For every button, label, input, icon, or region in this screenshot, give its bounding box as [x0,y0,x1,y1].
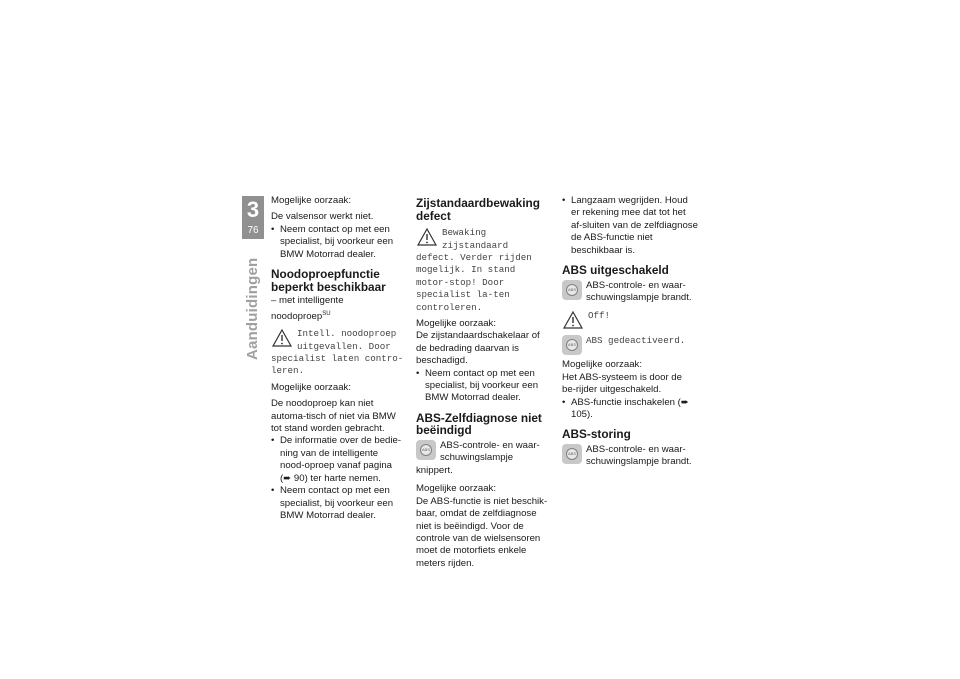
cause-label: Mogelijke oorzaak: [562,359,642,371]
column-1 [271,195,405,522]
warning-message: ABS ABS gedeactiveerd. [562,335,698,355]
chapter-title: Aanduidingen [244,257,261,360]
list-item: • De informatie over de bedie-ning van de intelligente nood-oproep vanaf pagina (➨ 90) ter harte nemen. [271,435,402,484]
lamp-indicator: ABS ABS-controle- en waar-schuwingslampje knippert. [416,440,540,476]
heading-abs-zelfdiagnose: ABS-Zelfdiagnose niet beëindigd [416,410,542,438]
heading-abs-storing: ABS-storing [562,427,631,442]
cause-text: De noodoproep kan niet automa-tisch of niet via BMW tot stand worden gebracht. [271,398,396,435]
abs-lamp-icon: ABS [562,335,582,355]
cause-label: Mogelijke oorzaak: [271,381,351,393]
heading-noodoproep: Noodoproepfunctie beperkt beschikbaar [271,267,386,294]
abs-lamp-icon: ABS [562,280,582,300]
abs-lamp-icon: ABS [416,440,436,460]
heading-zijstandaard: Zijstandaardbewaking defect [416,196,540,223]
cause-text: Het ABS-systeem is door de be-rijder uitgeschakeld. [562,371,682,396]
warning-triangle-icon [562,310,584,330]
cause-label: Mogelijke oorzaak: [416,318,496,330]
page-number: 76 [247,225,259,236]
warning-message: Bewaking zijstandaard defect. Verder rijden mogelijk. In stand motor-stop! Door specialist la-ten controleren. [416,227,532,313]
warning-triangle-icon [416,227,438,247]
list-item: • Neem contact op met een specialist, bij voorkeur een BMW Motorrad dealer. [416,367,539,404]
chapter-number: 3 [246,197,260,222]
cause-label: Mogelijke oorzaak: [416,483,496,495]
heading-abs-uitgeschakeld: ABS uitgeschakeld [562,263,669,278]
cause-text: De valsensor werkt niet. [271,211,374,223]
column-3 [562,195,698,475]
warning-message: Off! [562,310,698,330]
abs-lamp-icon: ABS [562,444,582,464]
column-2 [416,197,552,570]
list-item: • Langzaam wegrijden. Houd er rekening mee dat tot het af-sluiten van de zelfdiagnose de ABS-functie niet beschikbaar is. [562,195,698,256]
lamp-indicator: ABS ABS-controle- en waar-schuwingslampje brandt. [562,280,698,305]
cause-label: Mogelijke oorzaak: [271,195,351,206]
list-item: • ABS-functie inschakelen (➨ 105). [562,396,689,421]
warning-triangle-icon [271,328,293,348]
subheading-noodoproep: – met intelligente noodoproep$^{SU}$ [271,295,344,322]
lamp-indicator: ABS ABS-controle- en waar-schuwingslampje brandt. [562,444,698,469]
list-item: • Neem contact op met een specialist, bij voorkeur een BMW Motorrad dealer. [271,223,394,260]
cause-text: De ABS-functie is niet beschik-baar, omdat de zelfdiagnose niet is beëindigd. Voor de controle van de wielsensoren moet de motorfiets enkele meters rijden. [416,495,548,569]
list-item: • Neem contact op met een specialist, bij voorkeur een BMW Motorrad dealer. [271,485,394,521]
cause-text: De zijstandaardschakelaar of de bedrading daarvan is beschadigd. [416,330,540,367]
warning-message: Intell. noodoproep uitgevallen. Door specialist laten contro-leren. [271,328,404,377]
